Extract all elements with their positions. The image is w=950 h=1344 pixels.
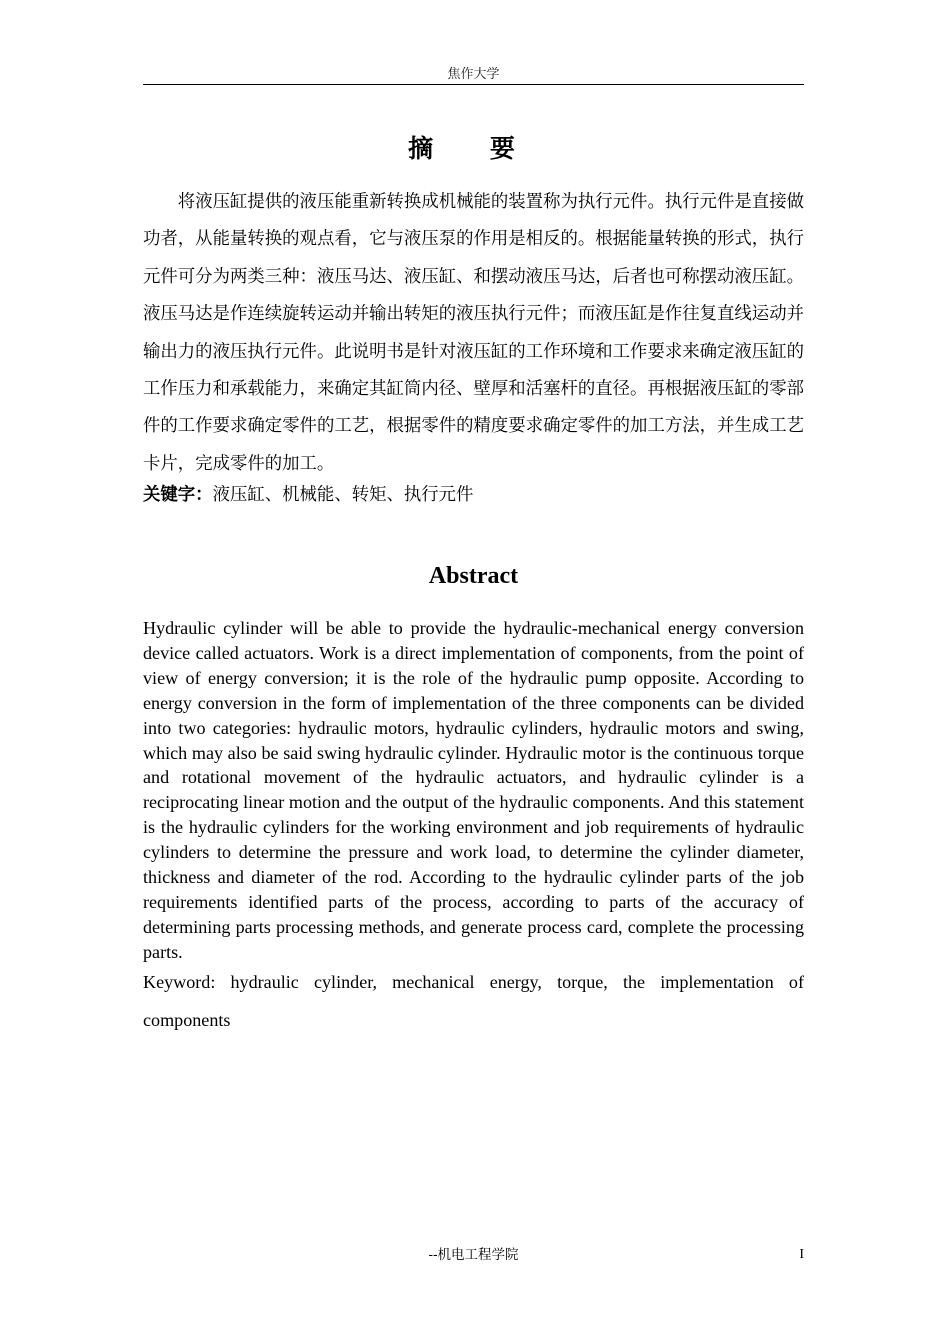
page-number: I [799,1247,804,1262]
abstract-en-paragraph: Hydraulic cylinder will be able to provide the hydraulic-mechanical energy conversion device called actuators. Work is a direct implementation of components, from the point of view of energy conversion; it is the role of the hydraulic pump opposite. According to energy conversion in the form of implementation of the three components can be divided into two categories: hydraulic motors, hydraulic cylinders, hydraulic motors and swing, which may also be said swing hydraulic cylinder. Hydraulic motor is the continuous torque and rotational movement of the hydraulic actuators, and hydraulic cylinder is a reciprocating linear motion and the output of the hydraulic components. And this statement is the hydraulic cylinders for the working environment and job requirements of hydraulic cylinders to determine the pressure and work load, to determine the cylinder diameter, thickness and diameter of the rod. According to the hydraulic cylinder parts of the job requirements identified parts of the process, according to parts of the accuracy of determining parts processing methods, and generate process card, complete the processing parts. [143,618,804,962]
abstract-en-body [143,616,804,965]
abstract-en-title: Abstract [428,563,519,589]
abstract-cn-keywords [143,481,804,509]
page-footer-department: --机电工程学院 [428,1247,519,1263]
abstract-cn-title: 摘 要 [408,134,539,163]
abstract-cn-paragraph: 将液压缸提供的液压能重新转换成机械能的装置称为执行元件。执行元件是直接做功者，从能量转换的观点看，它与液压泵的作用是相反的。根据能量转换的形式，执行元件可分为两类三种：液压马达、液压缸、和摆动液压马达，后者也可称摆动液压缸。液压马达是作连续旋转运动并输出转矩的液压执行元件；而液压缸是作往复直线运动并输出力的液压执行元件。此说明书是针对液压缸的工作环境和工作要求来确定液压缸的工作压力和承载能力，来确定其缸筒内径、壁厚和活塞杆的直径。再根据液压缸的零部件的工作要求确定零件的工艺，根据零件的精度要求确定零件的加工方法，并生成工艺卡片，完成零件的加工。 [143,192,804,474]
abstract-en-keywords: Keyword: hydraulic cylinder, mechanical energy, torque, the implementation of components [143,972,804,1030]
page-header: 焦作大学 [143,66,804,85]
abstract-cn-body [143,184,804,483]
keywords-value: 液压缸、机械能、转矩、执行元件 [212,485,474,505]
keywords-label: 关键字： [143,485,213,505]
